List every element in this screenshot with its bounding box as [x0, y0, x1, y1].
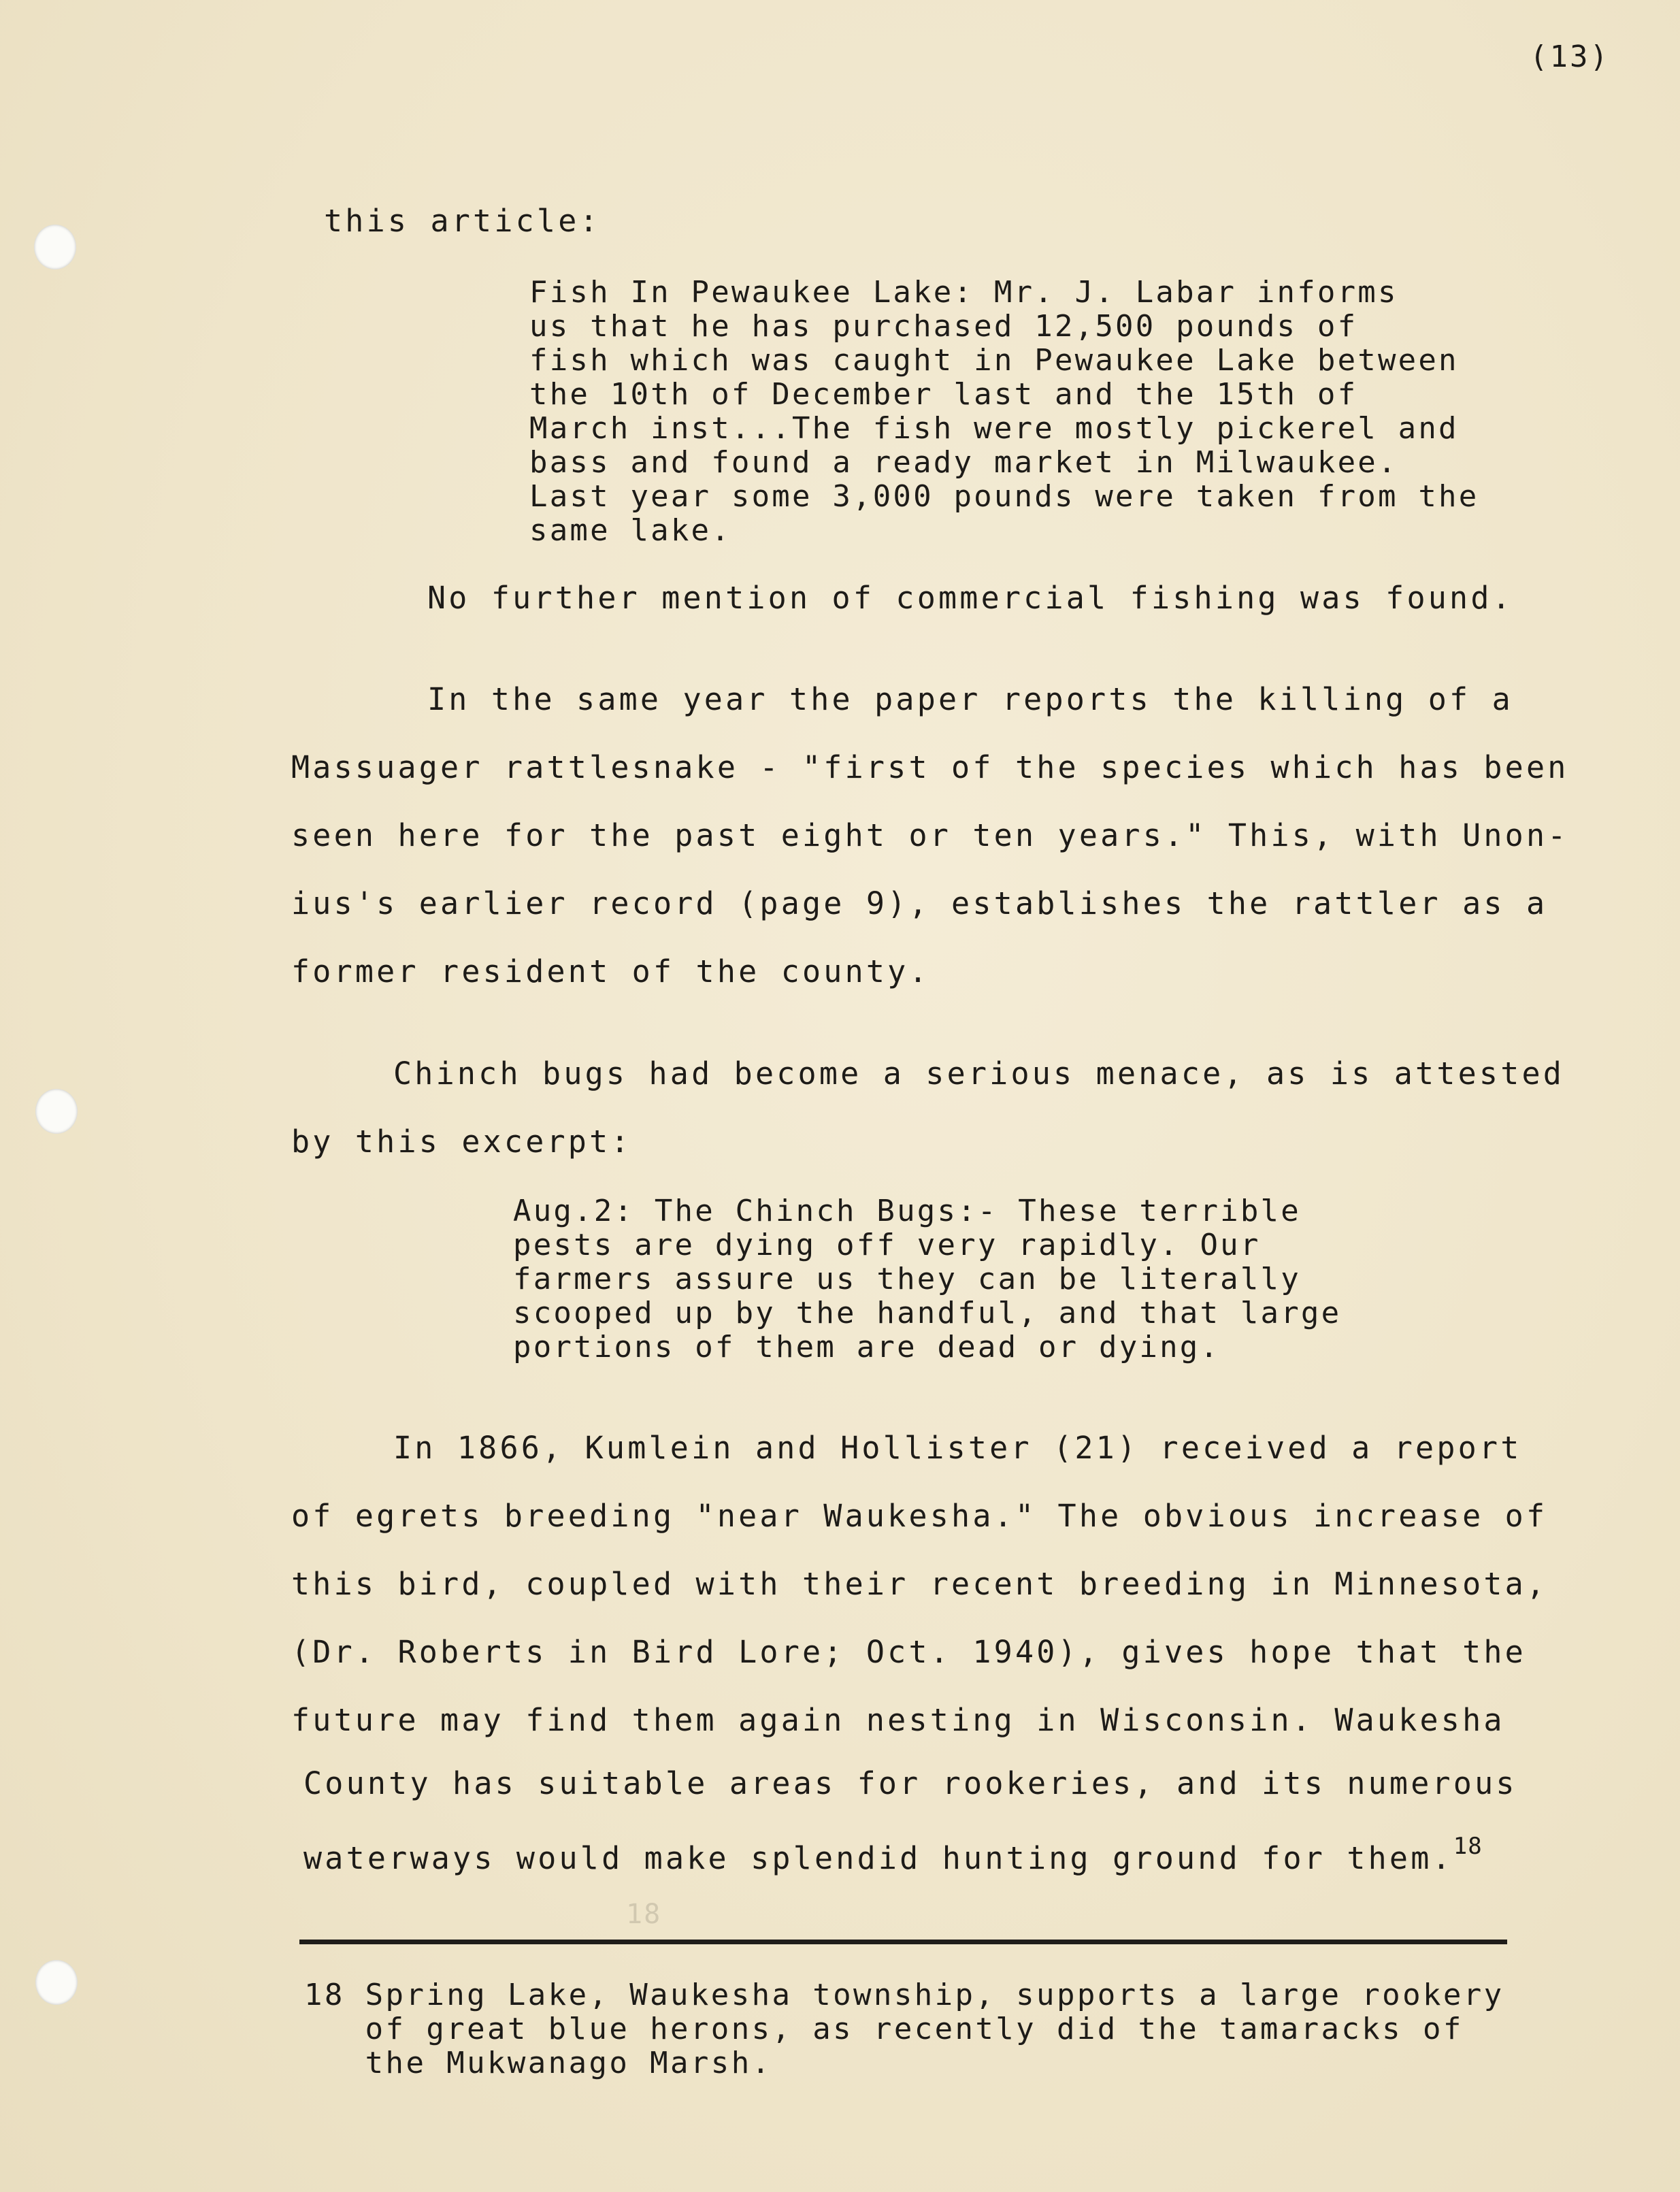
quote-line: us that he has purchased 12,500 pounds of	[529, 309, 1358, 344]
no-further-line: No further mention of commercial fishing was found.	[427, 580, 1513, 616]
punch-hole-top	[34, 225, 76, 269]
quote-line: Fish In Pewaukee Lake: Mr. J. Labar informs	[529, 275, 1398, 310]
footnote-line: of great blue herons, as recently did the tamaracks of	[304, 2012, 1464, 2046]
paragraph-line: future may find them again nesting in Wisconsin. Waukesha	[291, 1702, 1505, 1738]
paragraph-line: former resident of the county.	[291, 953, 930, 989]
footnote-marker: 18	[1453, 1833, 1483, 1860]
paragraph-line: Chinch bugs had become a serious menace, as is attested	[393, 1056, 1565, 1092]
footnote-divider	[299, 1940, 1507, 1944]
paragraph-line: of egrets breeding "near Waukesha." The obvious increase of	[291, 1498, 1548, 1534]
paragraph-line: (Dr. Roberts in Bird Lore; Oct. 1940), gives hope that the	[291, 1634, 1526, 1670]
paragraph-line: In the same year the paper reports the killing of a	[427, 681, 1513, 717]
quote-line: bass and found a ready market in Milwaukee.	[529, 445, 1398, 480]
footnote	[304, 1978, 1504, 2080]
quote-line: farmers assure us they can be literally	[513, 1262, 1301, 1296]
quote-line: March inst...The fish were mostly pickerel and	[529, 411, 1459, 446]
page-number: (13)	[1530, 39, 1610, 74]
quote-line: Aug.2: The Chinch Bugs:- These terrible	[513, 1194, 1301, 1228]
block-quote-chinch	[513, 1194, 1341, 1364]
paragraph-line: In 1866, Kumlein and Hollister (21) received a report	[393, 1430, 1522, 1466]
quote-line: fish which was caught in Pewaukee Lake between	[529, 343, 1459, 378]
paragraph-line: this bird, coupled with their recent breeding in Minnesota,	[291, 1566, 1548, 1602]
quote-line: Last year some 3,000 pounds were taken from the	[529, 479, 1479, 514]
paragraph-line: waterways would make splendid hunting ground for them.	[303, 1840, 1453, 1876]
quote-line: pests are dying off very rapidly. Our	[513, 1228, 1261, 1262]
quote-line: same lake.	[529, 513, 731, 548]
punch-hole-bottom	[35, 1960, 78, 2005]
paragraph-line-with-footnote	[303, 1833, 1483, 1876]
footnote-line: 18 Spring Lake, Waukesha township, supports a large rookery	[304, 1978, 1504, 2012]
intro-line: this article:	[324, 203, 601, 239]
paragraph-line: ius's earlier record (page 9), establishes the rattler as a	[291, 885, 1548, 921]
paragraph-line: Massuager rattlesnake - "first of the species which has been	[291, 749, 1569, 785]
paragraph-line: by this excerpt:	[291, 1124, 632, 1160]
punch-hole-middle	[35, 1089, 78, 1134]
paragraph-line: County has suitable areas for rookeries, and its numerous	[303, 1765, 1517, 1801]
quote-line: scooped up by the handful, and that large	[513, 1296, 1342, 1330]
block-quote-fish	[529, 276, 1479, 548]
quote-line: the 10th of December last and the 15th of	[529, 377, 1358, 412]
quote-line: portions of them are dead or dying.	[513, 1330, 1221, 1364]
footnote-line: the Mukwanago Marsh.	[304, 2046, 772, 2080]
paragraph-line: seen here for the past eight or ten years." This, with Unon-	[291, 817, 1569, 853]
faint-bleed-through-text: 18	[626, 1899, 662, 1930]
